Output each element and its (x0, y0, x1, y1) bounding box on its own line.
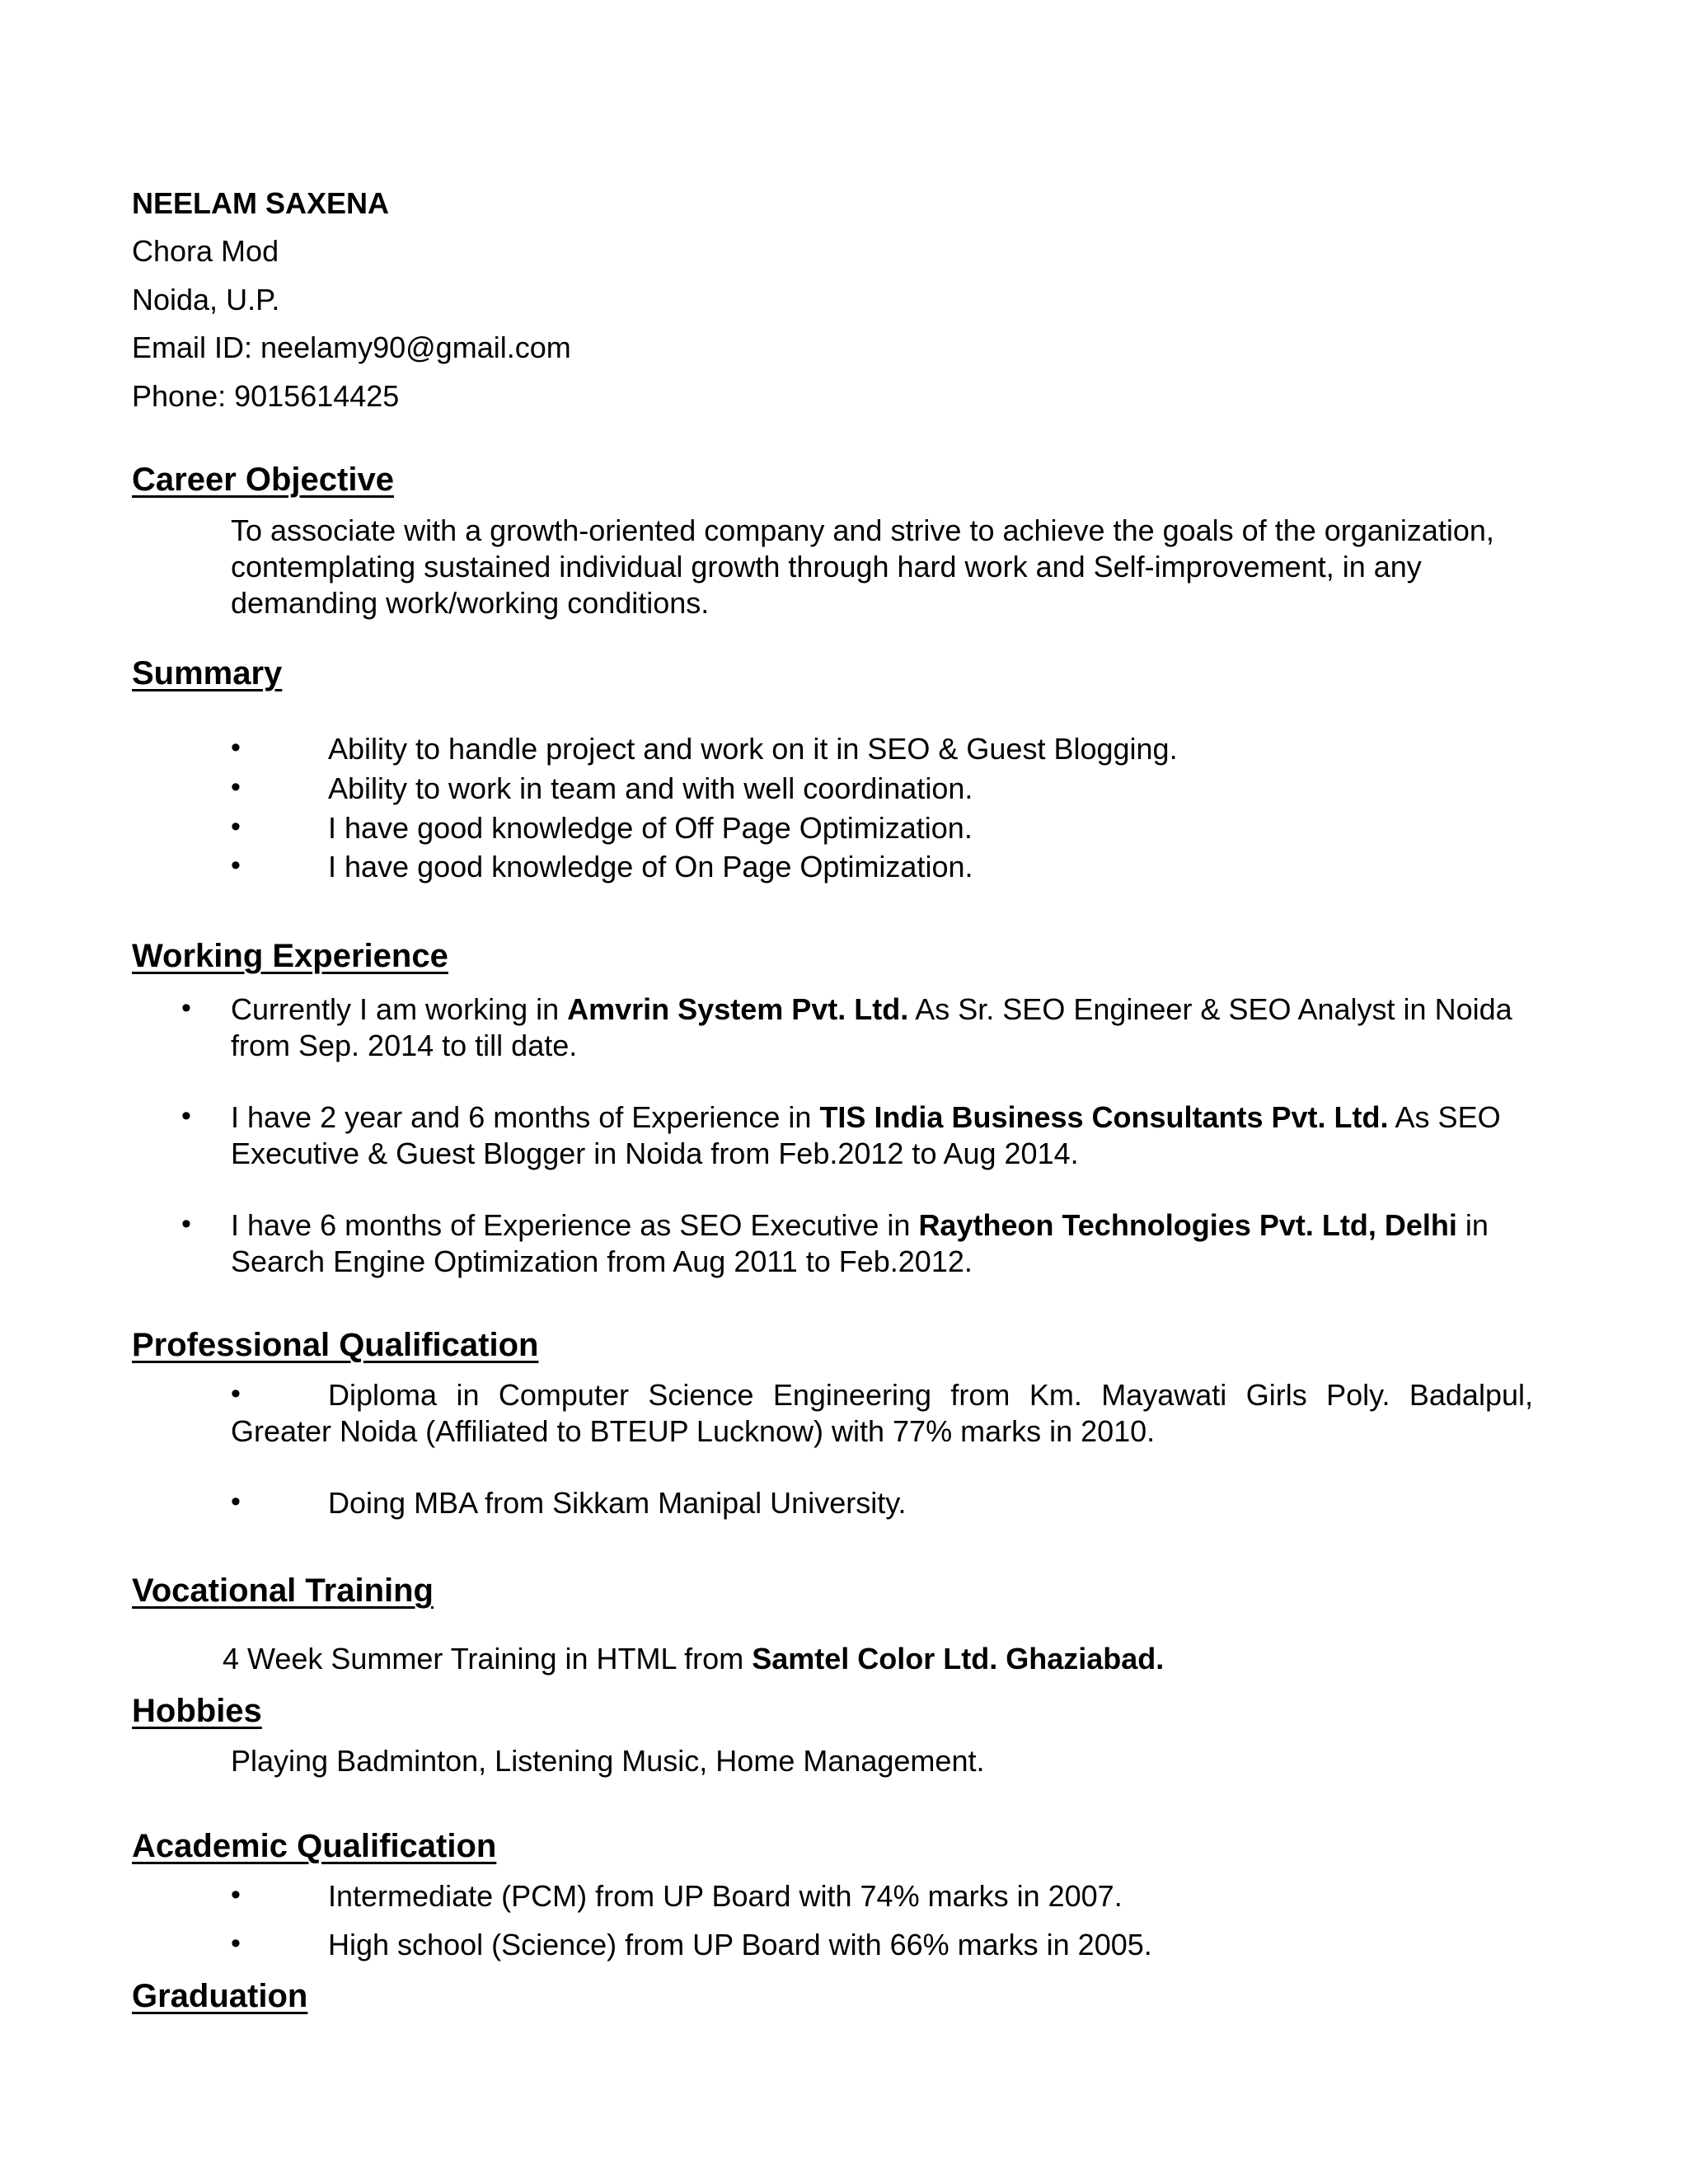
career-objective-heading: Career Objective (132, 462, 394, 498)
professional-qualification-item-line2: Greater Noida (Affiliated to BTEUP Lucknow) with 77% marks in 2010. (231, 1414, 1156, 1448)
summary-item: Ability to work in team and with well coordination. (328, 771, 973, 805)
bullet-icon: • (231, 850, 241, 881)
summary-heading: Summary (132, 655, 283, 691)
address-line-1: Chora Mod (132, 234, 279, 268)
bullet-icon: • (231, 1486, 241, 1517)
academic-qualification-heading: Academic Qualification (132, 1828, 497, 1864)
hobbies-text: Playing Badminton, Listening Music, Home Management. (231, 1744, 985, 1778)
company-name: Amvrin System Pvt. Ltd. (567, 992, 909, 1026)
experience-item: I have 6 months of Experience as SEO Executive in Raytheon Technologies Pvt. Ltd, Delhi in (231, 1208, 1489, 1242)
email-line: Email ID: neelamy90@gmail.com (132, 330, 571, 364)
training-company: Samtel Color Ltd. Ghaziabad. (752, 1642, 1165, 1675)
graduation-heading: Graduation (132, 1978, 308, 2014)
phone-line: Phone: 9015614425 (132, 379, 400, 413)
experience-item-line2: Search Engine Optimization from Aug 2011 to Feb.2012. (231, 1244, 973, 1278)
summary-item: I have good knowledge of Off Page Optimization. (328, 811, 973, 845)
experience-item: I have 2 year and 6 months of Experience in TIS India Business Consultants Pvt. Ltd. As SEO (231, 1100, 1501, 1134)
vocational-training-heading: Vocational Training (132, 1572, 434, 1609)
company-name: TIS India Business Consultants Pvt. Ltd. (819, 1100, 1389, 1134)
career-objective-text (231, 513, 1550, 621)
career-objective-line: contemplating sustained individual growth through hard work and Self-improvement, in any (231, 550, 1422, 583)
bullet-icon: • (231, 1928, 241, 1959)
academic-qualification-item: Intermediate (PCM) from UP Board with 74% marks in 2007. (328, 1879, 1123, 1913)
candidate-name: NEELAM SAXENA (132, 186, 390, 220)
career-objective-line: demanding work/working conditions. (231, 586, 710, 620)
experience-item-line2: from Sep. 2014 to till date. (231, 1029, 578, 1062)
bullet-icon: • (231, 811, 241, 842)
bullet-icon: • (181, 1208, 191, 1240)
summary-item: I have good knowledge of On Page Optimization. (328, 850, 973, 883)
bullet-icon: • (181, 992, 191, 1024)
bullet-icon: • (231, 771, 241, 803)
career-objective-line: To associate with a growth-oriented company and strive to achieve the goals of the organization, (231, 513, 1494, 547)
bullet-icon: • (231, 1879, 241, 1910)
professional-qualification-item: Diploma in Computer Science Engineering from Km. Mayawati Girls Poly. Badalpul, (328, 1378, 1533, 1412)
experience-item-line2: Executive & Guest Blogger in Noida from Feb.2012 to Aug 2014. (231, 1137, 1079, 1170)
academic-qualification-item: High school (Science) from UP Board with 66% marks in 2005. (328, 1928, 1152, 1961)
experience-item: Currently I am working in Amvrin System Pvt. Ltd. As Sr. SEO Engineer & SEO Analyst in Noida (231, 992, 1512, 1026)
summary-item: Ability to handle project and work on it in SEO & Guest Blogging. (328, 732, 1178, 766)
professional-qualification-heading: Professional Qualification (132, 1327, 539, 1363)
vocational-training-text: 4 Week Summer Training in HTML from Samtel Color Ltd. Ghaziabad. (223, 1642, 1165, 1675)
hobbies-heading: Hobbies (132, 1693, 262, 1729)
company-name: Raytheon Technologies Pvt. Ltd, Delhi (918, 1208, 1457, 1242)
address-line-2: Noida, U.P. (132, 283, 280, 316)
working-experience-heading: Working Experience (132, 938, 448, 974)
bullet-icon: • (231, 1378, 241, 1409)
bullet-icon: • (231, 732, 241, 763)
bullet-icon: • (181, 1100, 191, 1132)
professional-qualification-item: Doing MBA from Sikkam Manipal University. (328, 1486, 907, 1520)
